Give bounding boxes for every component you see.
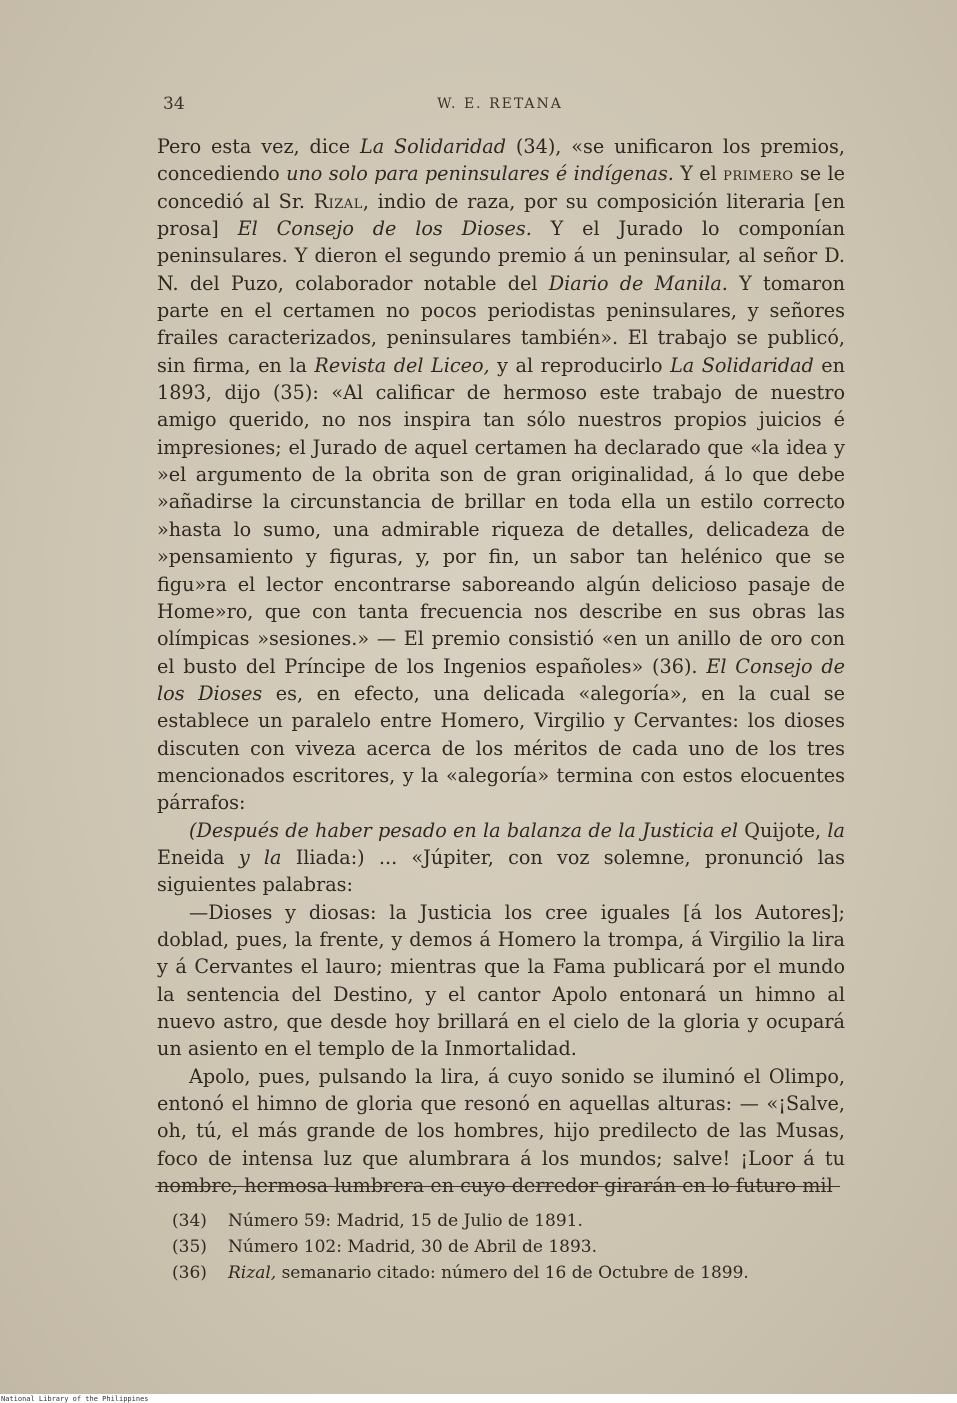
paragraph-2: (Después de haber pesado en la balanza de la Justicia el Quijote, la Eneida y la Iliada:) ... «Júpiter, con voz solemne, pronunció las siguientes palabras: (157, 818, 845, 897)
body-text (157, 133, 845, 1199)
running-head: W. E. RETANA (437, 96, 563, 112)
footnote-35 (172, 1234, 852, 1260)
italic-title: La Solidaridad (359, 135, 507, 158)
library-credit: National Library of the Philippines (1, 1395, 149, 1403)
page-header (0, 94, 957, 118)
italic-title: Revista del Liceo, (314, 353, 490, 377)
footnote-italic: Rizal, (228, 1263, 277, 1283)
paragraph-4: Apolo, pues, pulsando la lira, á cuyo sonido se iluminó el Olimpo, entonó el himno de gloria que resonó en aquellas alturas: — «¡Salve, oh, tú, el más grande de los hombres, hijo predilecto de las Musas, foco de intensa luz que alumbrara á los mundos; salve! ¡Loor á tu nombre, hermosa lumbrera en cuyo derredor girarán en lo futuro mil (157, 1064, 845, 1198)
footnote-text: Número 59: Madrid, 15 de Julio de 1891. (228, 1211, 583, 1231)
italic-emphasis: uno solo para peninsulares é indígenas. (286, 162, 674, 186)
footnote-number: (35) (172, 1237, 207, 1257)
italic-title: El Consejo de los Dioses (157, 654, 845, 705)
italic-title: El Consejo de los Dioses. (237, 217, 532, 241)
paragraph-3: —Dioses y diosas: la Justicia los cree iguales [á los Autores]; doblad, pues, la frente, y demos á Homero la trompa, á Virgilio la lira y á Cervantes el lauro; mientras que la Fama publicará por el mundo la sentencia del Destino, y el cantor Apolo entonará un himno al nuevo astro, que desde hoy brillará en el cielo de la gloria y ocupará un asiento en el templo de la Inmortalidad. (157, 900, 845, 1061)
footnote-number: (36) (172, 1263, 207, 1283)
footnote-number: (34) (172, 1211, 207, 1231)
small-caps-word: primero (723, 162, 794, 186)
footnote-separator (155, 1186, 840, 1187)
italic-title: Diario de Manila. (548, 271, 728, 295)
page-number: 34 (163, 94, 185, 114)
footnotes (172, 1208, 852, 1286)
footnote-text: semanario citado: número del 16 de Octubre de 1899. (276, 1263, 749, 1283)
paragraph-1: Pero esta vez, dice La Solidaridad (34), «se unificaron los premios, concediendo uno solo para peninsulares é indígenas. Y el primero se le concedió al Sr. Rizal, indio de raza, por su composición literaria [en prosa] El Consejo de los Dioses. Y el Jurado lo componían peninsulares. Y dieron el segundo premio á un peninsular, al señor D. N. del Puzo, colaborador notable del Diario de Manila. Y tomaron parte en el certamen no pocos periodistas peninsulares, y señores frailes caracterizados, peninsulares también». El trabajo se publicó, sin firma, en la Revista del Liceo, y al reproducirlo La Solidaridad en 1893, dijo (35): «Al calificar de hermoso este trabajo de nuestro amigo querido, no nos inspira tan sólo nuestros propios juicios é impresiones; el Jurado de aquel certamen ha declarado que «la idea y »el argumento de la obrita son de gran originalidad, á lo que debe »añadirse la circunstancia de brillar en toda ella un estilo correcto »hasta lo sumo, una admirable riqueza de detalles, delicadeza de »pensamiento y figuras, y, por fin, un sabor tan helénico que se figu»ra el lector encontrarse saboreando algún delicioso pasaje de Home»ro, que con tanta frecuencia nos describe en sus obras las olímpicas »sesiones.» — El premio consistió «en un anillo de oro con el busto del Príncipe de los Ingenios españoles» (36). El Consejo de los Dioses es, en efecto, una delicada «alegoría», en la cual se establece un paralelo entre Homero, Virgilio y Cervantes: los dioses discuten con viveza acerca de los méritos de cada uno de los tres mencionados escritores, y la «alegoría» termina con estos elocuentes párrafos: (157, 135, 846, 815)
italic-title: La Solidaridad (670, 353, 814, 377)
small-caps-name: Rizal (313, 189, 363, 213)
footnote-34 (172, 1208, 852, 1234)
footnote-36 (172, 1260, 852, 1286)
footnote-text: Número 102: Madrid, 30 de Abril de 1893. (228, 1237, 597, 1257)
